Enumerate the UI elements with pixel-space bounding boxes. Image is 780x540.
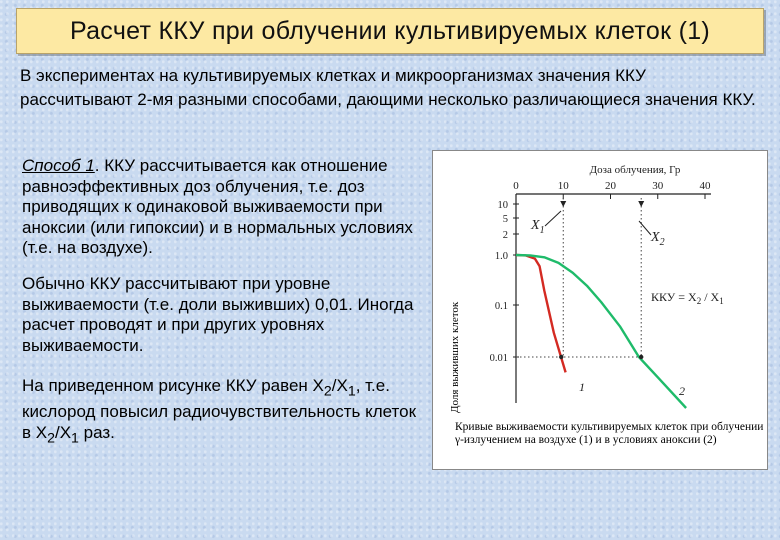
x-subscript: 1 (347, 383, 356, 400)
chart-labels (490, 164, 724, 398)
y-axis-label: Доля выживших клеток (449, 301, 461, 413)
kku-subscript-a: 2 (696, 296, 702, 306)
x-subscript: 1 (71, 430, 79, 447)
x-tick-label: 10 (557, 180, 569, 192)
x-tick-label: 0 (513, 180, 519, 192)
kku-formula: ККУ = $X_2 / X_1$ (651, 290, 724, 306)
x-subscript: 2 (47, 430, 55, 447)
figure-caption: Кривые выживаемости культивируемых клеток при облучении γ-излучением на воздухе (1) и в условиях аноксии (2) (455, 421, 764, 446)
x2-label: $X_2$ (651, 230, 665, 248)
x1-arrow-icon (560, 201, 566, 207)
kku-subscript-b: 1 (719, 296, 724, 306)
y-tick-label: 2 (502, 230, 508, 241)
survival-curve-1 (516, 255, 566, 372)
x2-leader-line (639, 221, 651, 235)
y-tick-label: 10 (497, 200, 508, 211)
x1-leader-line (545, 211, 561, 226)
y-tick-label: 0.01 (489, 353, 508, 364)
y-tick-label: 1.0 (494, 251, 508, 262)
x-tick-label: 30 (652, 180, 664, 192)
x2-subscript: 2 (659, 237, 665, 248)
conclusion-b: /X (331, 376, 348, 396)
curve-1-label: 1 (579, 380, 585, 394)
x-axis-title: Доза облучения, Гр (589, 164, 681, 176)
x2-arrow-icon (638, 201, 644, 207)
y-tick-label: 5 (502, 214, 508, 225)
intro-text: В экспериментах на культивируемых клетках и микроорганизмах значения ККУ рассчитывают 2-мя разными способами, дающими несколько различающиеся значения ККУ. (20, 66, 756, 109)
x1-label: $X_1$ (531, 218, 545, 236)
method-1-paragraph (22, 156, 422, 259)
method-label: Способ 1 (22, 156, 95, 175)
x-tick-label: 20 (605, 180, 616, 192)
y-tick-label: 0.1 (494, 301, 508, 312)
figure-conclusion-paragraph (22, 376, 422, 449)
slide-title: Расчет ККУ при облучении культивируемых клеток (1) (16, 8, 764, 54)
x2-intersection-point (639, 355, 643, 359)
survival-curve-figure (432, 150, 768, 470)
conclusion-d: /X (54, 422, 72, 442)
kku-divide: / X (701, 290, 720, 304)
method-text-column (22, 156, 422, 449)
conclusion-c: , т.е. кислород повысил радиочувствительность клеток в X (22, 376, 417, 442)
curve-2-label: 2 (679, 384, 685, 398)
x-subscript: 2 (323, 383, 332, 400)
x1-subscript: 1 (539, 225, 545, 236)
x-tick-label: 40 (699, 180, 711, 192)
conclusion-e: раз. (78, 422, 115, 442)
method-description: . ККУ рассчитывается как отношение равноэффективных доз облучения, т.е. доз приводящих к одинаковой выживаемости при аноксии (или гипоксии) и в нормальных условиях (т.е. на воздухе). (22, 156, 413, 258)
conclusion-a: На приведенном рисунке ККУ равен X (22, 376, 324, 396)
chart-curves (516, 255, 686, 408)
x1-intersection-point (559, 355, 563, 359)
usual-level-paragraph: Обычно ККУ рассчитывают при уровне выживаемости (т.е. доли выживших) 0,01. Иногда расчет проводят и при других уровнях выживаемости. (22, 273, 414, 355)
